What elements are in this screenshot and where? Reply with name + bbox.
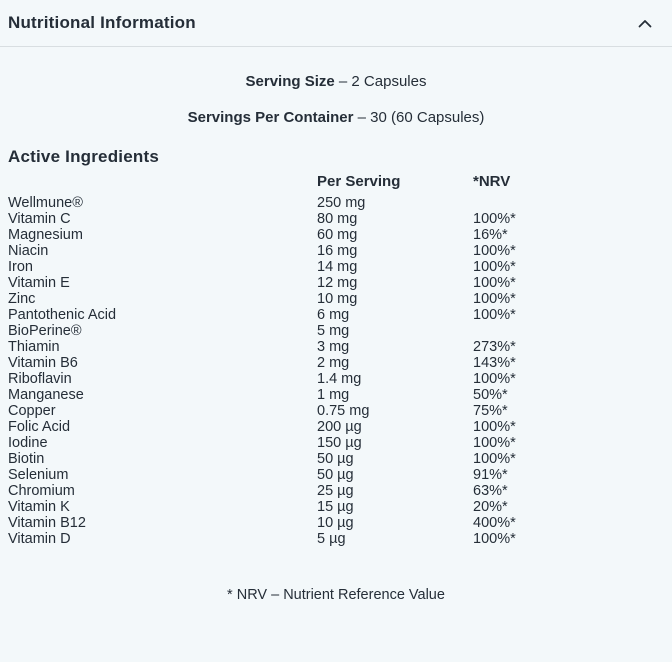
ingredient-row xyxy=(8,467,672,483)
active-ingredients-heading: Active Ingredients xyxy=(8,147,159,166)
ingredient-per-serving: 10 µg xyxy=(317,515,354,531)
chevron-up-icon[interactable] xyxy=(638,19,652,28)
ingredient-nrv: 100%* xyxy=(473,435,516,451)
ingredient-nrv: 20%* xyxy=(473,499,508,515)
ingredient-row xyxy=(8,195,672,211)
ingredient-per-serving: 250 mg xyxy=(317,195,366,211)
servings-per-container-label: Servings Per Container xyxy=(187,109,354,126)
ingredient-per-serving: 15 µg xyxy=(317,499,354,515)
panel-title: Nutritional Information xyxy=(8,13,196,32)
ingredient-nrv: 100%* xyxy=(473,291,516,307)
ingredient-per-serving: 12 mg xyxy=(317,275,358,291)
ingredient-nrv: 100%* xyxy=(473,451,516,467)
ingredient-name: Vitamin B6 xyxy=(8,355,78,371)
ingredient-per-serving: 5 µg xyxy=(317,531,346,547)
ingredient-name: Vitamin E xyxy=(8,275,70,291)
ingredient-row xyxy=(8,291,672,307)
ingredient-nrv: 50%* xyxy=(473,387,508,403)
ingredient-nrv: 400%* xyxy=(473,515,516,531)
ingredient-name: Iodine xyxy=(8,435,48,451)
ingredient-nrv: 75%* xyxy=(473,403,508,419)
ingredient-per-serving: 5 mg xyxy=(317,323,350,339)
ingredient-per-serving: 80 mg xyxy=(317,211,358,227)
ingredient-name: Wellmune® xyxy=(8,195,83,211)
column-header-ingredient xyxy=(8,174,317,190)
ingredient-row xyxy=(8,243,672,259)
ingredient-nrv xyxy=(473,195,672,211)
ingredient-nrv: 143%* xyxy=(473,355,516,371)
ingredient-name: Selenium xyxy=(8,467,69,483)
ingredient-name: Thiamin xyxy=(8,339,60,355)
ingredient-row xyxy=(8,403,672,419)
ingredient-per-serving: 1.4 mg xyxy=(317,371,362,387)
ingredient-name: BioPerine® xyxy=(8,323,82,339)
ingredient-nrv: 100%* xyxy=(473,371,516,387)
nrv-footnote: * NRV – Nutrient Reference Value xyxy=(227,587,445,603)
ingredient-row xyxy=(8,451,672,467)
column-header-per-serving: Per Serving xyxy=(317,174,401,190)
serving-size-label: Serving Size xyxy=(245,73,335,90)
ingredient-row xyxy=(8,483,672,499)
ingredient-row xyxy=(8,387,672,403)
ingredient-row xyxy=(8,339,672,355)
ingredient-row xyxy=(8,259,672,275)
ingredient-name: Iron xyxy=(8,259,33,275)
ingredient-nrv xyxy=(473,323,672,339)
ingredient-nrv: 100%* xyxy=(473,275,516,291)
ingredient-per-serving: 60 mg xyxy=(317,227,358,243)
ingredient-row xyxy=(8,307,672,323)
ingredient-row xyxy=(8,499,672,515)
ingredient-row xyxy=(8,419,672,435)
ingredient-row xyxy=(8,355,672,371)
ingredient-nrv: 100%* xyxy=(473,307,516,323)
ingredients-table xyxy=(0,174,672,547)
ingredient-nrv: 100%* xyxy=(473,531,516,547)
ingredient-per-serving: 0.75 mg xyxy=(317,403,370,419)
ingredient-name: Chromium xyxy=(8,483,75,499)
ingredient-per-serving: 200 µg xyxy=(317,419,362,435)
ingredient-per-serving: 50 µg xyxy=(317,451,354,467)
ingredient-nrv: 100%* xyxy=(473,419,516,435)
ingredient-per-serving: 16 mg xyxy=(317,243,358,259)
ingredient-row xyxy=(8,371,672,387)
ingredient-name: Vitamin B12 xyxy=(8,515,86,531)
ingredient-per-serving: 6 mg xyxy=(317,307,350,323)
ingredient-per-serving: 25 µg xyxy=(317,483,354,499)
ingredient-name: Biotin xyxy=(8,451,45,467)
ingredient-nrv: 100%* xyxy=(473,243,516,259)
ingredient-row xyxy=(8,323,672,339)
ingredient-name: Riboflavin xyxy=(8,371,72,387)
ingredients-table-header xyxy=(8,174,672,190)
ingredient-row xyxy=(8,515,672,531)
ingredient-per-serving: 3 mg xyxy=(317,339,350,355)
ingredient-row xyxy=(8,435,672,451)
ingredient-nrv: 100%* xyxy=(473,259,516,275)
ingredient-per-serving: 10 mg xyxy=(317,291,358,307)
ingredient-per-serving: 50 µg xyxy=(317,467,354,483)
serving-size-value: – 2 Capsules xyxy=(338,73,427,90)
ingredient-name: Folic Acid xyxy=(8,419,71,435)
ingredient-nrv: 16%* xyxy=(473,227,508,243)
ingredient-name: Vitamin C xyxy=(8,211,71,227)
ingredient-row xyxy=(8,227,672,243)
nutritional-information-accordion-header[interactable] xyxy=(0,0,672,47)
ingredient-per-serving: 1 mg xyxy=(317,387,350,403)
servings-per-container-line xyxy=(0,108,672,127)
ingredient-nrv: 91%* xyxy=(473,467,508,483)
ingredient-row xyxy=(8,531,672,547)
ingredient-per-serving: 14 mg xyxy=(317,259,358,275)
ingredient-name: Magnesium xyxy=(8,227,83,243)
ingredient-nrv: 63%* xyxy=(473,483,508,499)
serving-size-line xyxy=(0,72,672,91)
ingredient-name: Copper xyxy=(8,403,56,419)
ingredient-name: Vitamin D xyxy=(8,531,71,547)
ingredient-nrv: 273%* xyxy=(473,339,516,355)
ingredient-name: Manganese xyxy=(8,387,84,403)
servings-per-container-value: – 30 (60 Capsules) xyxy=(357,109,485,126)
ingredient-row xyxy=(8,211,672,227)
ingredient-name: Niacin xyxy=(8,243,49,259)
ingredient-name: Vitamin K xyxy=(8,499,70,515)
ingredient-name: Zinc xyxy=(8,291,36,307)
ingredient-name: Pantothenic Acid xyxy=(8,307,117,323)
ingredients-body xyxy=(8,195,672,547)
column-header-nrv: *NRV xyxy=(473,174,511,190)
ingredient-nrv: 100%* xyxy=(473,211,516,227)
ingredient-per-serving: 2 mg xyxy=(317,355,350,371)
ingredient-per-serving: 150 µg xyxy=(317,435,362,451)
ingredient-row xyxy=(8,275,672,291)
